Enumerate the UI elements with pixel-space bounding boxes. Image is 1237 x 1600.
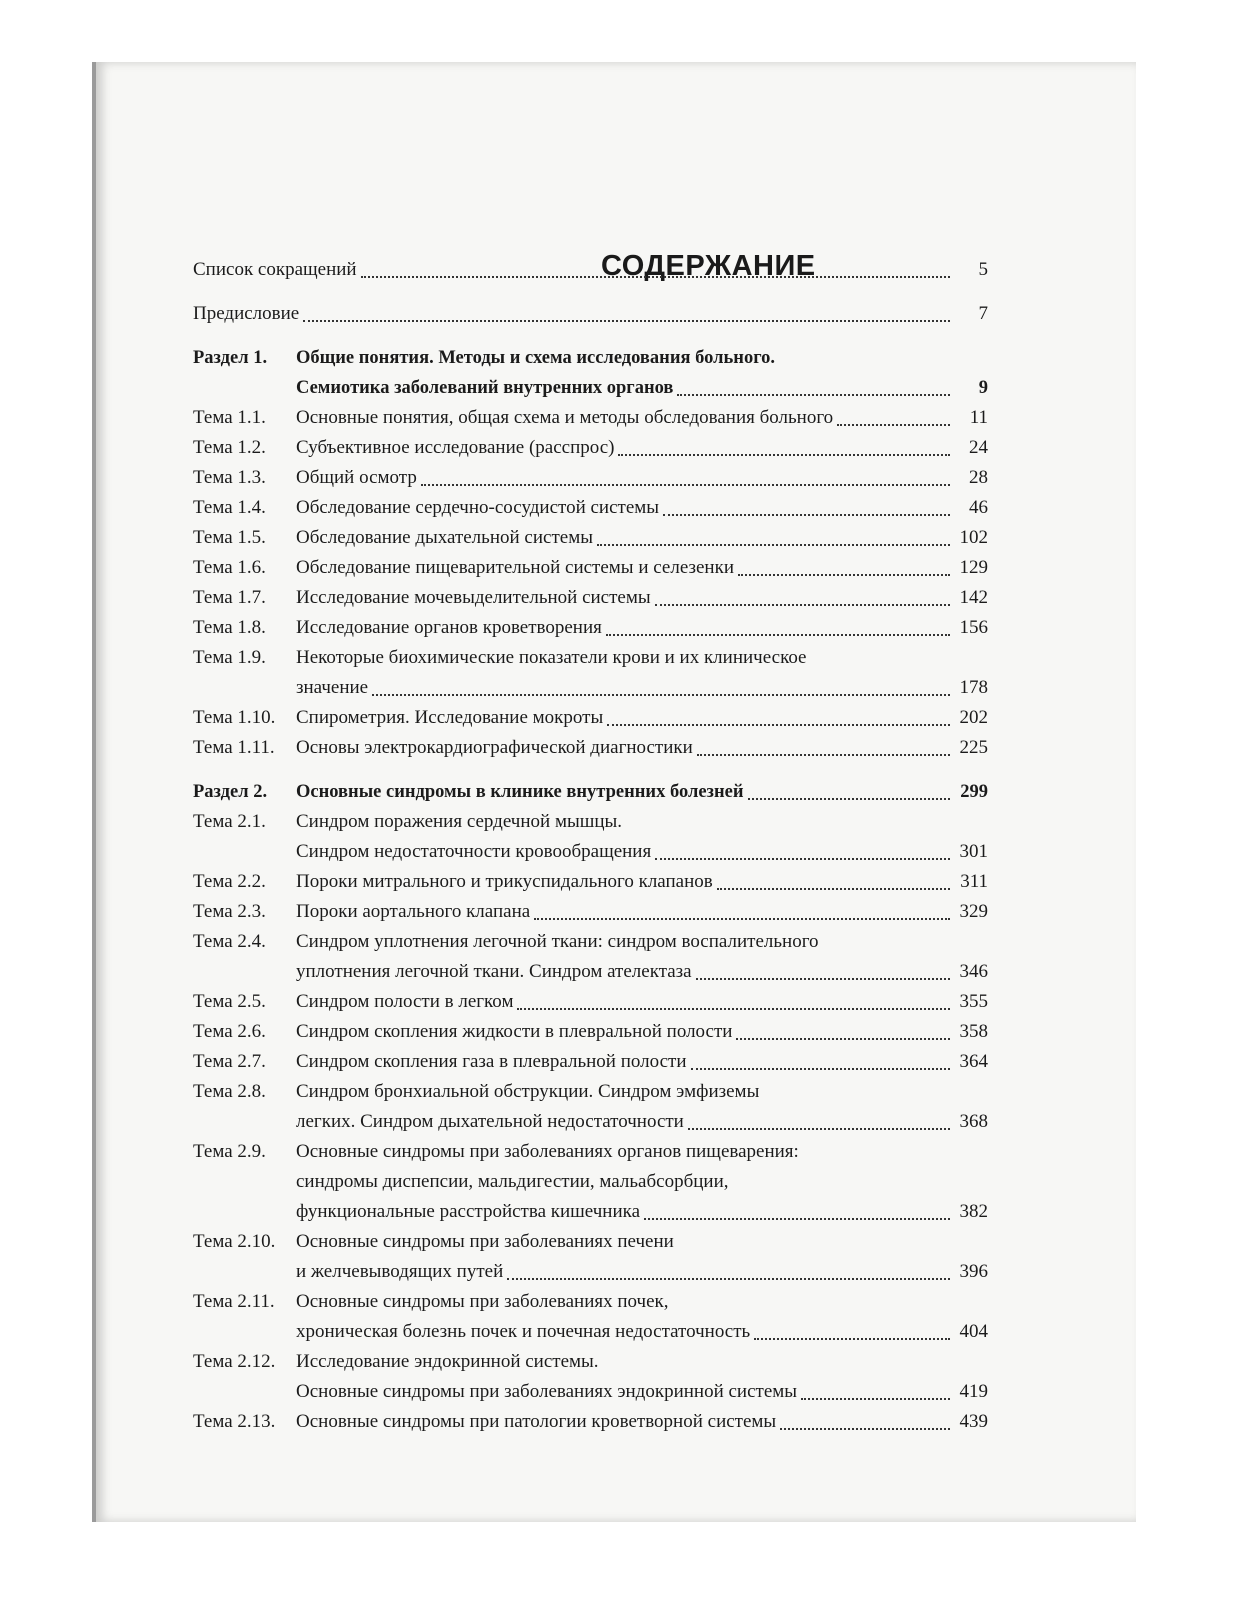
toc-spacer: [193, 285, 988, 299]
toc-entry-body: [296, 1227, 988, 1287]
toc-entry-final-line: [296, 777, 988, 807]
toc-entry-text-line: Основные синдромы при заболеваниях почек,: [296, 1291, 669, 1312]
toc-entry-text-line: Исследование органов кроветворения: [296, 617, 602, 638]
toc-section-entry[interactable]: [193, 777, 988, 807]
toc-entry[interactable]: [193, 523, 988, 553]
dot-leader: [618, 453, 950, 456]
toc-entry-body: [296, 1287, 988, 1347]
toc-entry-final-line: [296, 463, 988, 493]
page-number: 358: [959, 1021, 988, 1042]
toc-entry-text-line: Обследование пищеварительной системы и селезенки: [296, 557, 734, 578]
toc-spacer: [193, 329, 988, 343]
toc-entry-body: [296, 583, 988, 613]
toc-entry-text-line: Исследование мочевыделительной системы: [296, 587, 651, 608]
toc-entry-body: [296, 1017, 988, 1047]
toc-entry-final-line: [296, 583, 988, 613]
toc-entry-text-line: Пороки аортального клапана: [296, 901, 531, 922]
toc-entry-label: Тема 2.6.: [193, 1021, 266, 1042]
dot-leader: [717, 887, 950, 890]
toc-entry-text-line: синдромы диспепсии, мальдигестии, мальабсорбции,: [296, 1171, 729, 1192]
toc-entry-body: [193, 255, 988, 285]
dot-leader: [677, 393, 950, 396]
toc-entry-text-line: Основные синдромы в клинике внутренних болезней: [296, 782, 744, 802]
toc-entry-body: [296, 1407, 988, 1437]
toc-entry-body: [296, 987, 988, 1017]
toc-entry-label: Тема 1.4.: [193, 497, 266, 518]
toc-entry-label: Тема 2.4.: [193, 931, 266, 952]
dot-leader: [801, 1397, 950, 1400]
toc-entry[interactable]: [193, 1287, 988, 1347]
page-number: 11: [969, 407, 988, 428]
toc-entry-body: [296, 733, 988, 763]
dot-leader: [372, 693, 950, 696]
toc-entry-final-line: [296, 1317, 988, 1347]
toc-entry[interactable]: [193, 1137, 988, 1227]
toc-entry-text-line: Общий осмотр: [296, 467, 417, 488]
toc-entry-body: [296, 643, 988, 703]
toc-entry-final-line: [296, 1197, 988, 1227]
toc-entry-final-line: [296, 837, 988, 867]
page-number: 355: [959, 991, 988, 1012]
dot-leader: [597, 543, 950, 546]
dot-leader: [738, 573, 950, 576]
dot-leader: [517, 1007, 950, 1010]
page-number: 301: [959, 841, 988, 862]
toc-entry-final-line: [296, 1257, 988, 1287]
toc-entry[interactable]: [193, 613, 988, 643]
toc-entry-final-line: [296, 867, 988, 897]
page-number: 9: [978, 378, 988, 398]
toc-entry[interactable]: [193, 733, 988, 763]
toc-entry-text-line: Основные синдромы при заболеваниях печени: [296, 1231, 674, 1252]
toc-entry-body: [296, 1137, 988, 1227]
page-number: 46: [969, 497, 988, 518]
page-number: 7: [978, 303, 988, 324]
toc-entry[interactable]: [193, 1017, 988, 1047]
toc-entry-label: Тема 2.2.: [193, 871, 266, 892]
toc-entry-label: Тема 2.3.: [193, 901, 266, 922]
toc-entry-label: Раздел 1.: [193, 348, 268, 368]
toc-entry-final-line: [296, 1377, 988, 1407]
toc-entry[interactable]: [193, 493, 988, 523]
toc-entry-text-line: хроническая болезнь почек и почечная недостаточность: [296, 1321, 751, 1342]
dot-leader: [663, 513, 950, 516]
toc-entry-final-line: [193, 255, 988, 285]
toc-entry-body: [296, 523, 988, 553]
toc-entry[interactable]: [193, 463, 988, 493]
toc-entry[interactable]: [193, 987, 988, 1017]
dot-leader: [837, 423, 950, 426]
toc-entry-final-line: [296, 1047, 988, 1077]
dot-leader: [606, 633, 950, 636]
page-number: 129: [959, 557, 988, 578]
dot-leader: [697, 753, 950, 756]
toc-entry-label: Тема 1.5.: [193, 527, 266, 548]
toc-entry-text-line: Синдром скопления жидкости в плевральной полости: [296, 1021, 733, 1042]
dot-leader: [421, 483, 950, 486]
toc-entry-label: Тема 1.8.: [193, 617, 266, 638]
toc-entry-label: Тема 2.1.: [193, 811, 266, 832]
dot-leader: [655, 603, 950, 606]
toc-entry[interactable]: [193, 1077, 988, 1137]
page-number: 439: [959, 1411, 988, 1432]
page-number: 5: [978, 259, 988, 280]
toc-entry-final-line: [296, 1017, 988, 1047]
toc-entry-label: Тема 2.13.: [193, 1411, 276, 1432]
page-number: 346: [959, 961, 988, 982]
toc-entry[interactable]: [193, 583, 988, 613]
dot-leader: [754, 1337, 950, 1340]
toc-entry[interactable]: [193, 643, 988, 703]
toc-entry-body: [296, 343, 988, 403]
toc-entry-body: [296, 463, 988, 493]
toc-entry-text-line: функциональные расстройства кишечника: [296, 1201, 641, 1222]
toc-entry[interactable]: [193, 927, 988, 987]
toc-entry-text-line: Основные синдромы при заболеваниях эндокринной системы: [296, 1381, 798, 1402]
toc-entry-text-line: Синдром уплотнения легочной ткани: синдром воспалительного: [296, 931, 819, 952]
toc-entry[interactable]: [193, 1227, 988, 1287]
page-number: 156: [959, 617, 988, 638]
toc-entry-body: [296, 1077, 988, 1137]
toc-entry-label: Тема 2.8.: [193, 1081, 266, 1102]
dot-leader: [607, 723, 950, 726]
toc-entry-final-line: [296, 733, 988, 763]
toc-entry-label: Тема 1.10.: [193, 707, 276, 728]
toc-entry-body: [296, 493, 988, 523]
toc-entry-body: [296, 1047, 988, 1077]
toc-entry-text-line: Обследование сердечно-сосудистой системы: [296, 497, 660, 518]
toc-entry-body: [296, 897, 988, 927]
page-number: 404: [959, 1321, 988, 1342]
page-number: 396: [959, 1261, 988, 1282]
dot-leader: [688, 1127, 950, 1130]
toc-entry-label: Тема 2.12.: [193, 1351, 276, 1372]
toc-entry-label: Раздел 2.: [193, 782, 268, 802]
toc-entry[interactable]: [193, 807, 988, 867]
toc-entry[interactable]: [193, 299, 988, 329]
toc-entry-label: Тема 1.6.: [193, 557, 266, 578]
toc-entry-body: [296, 927, 988, 987]
dot-leader: [655, 857, 950, 860]
toc-entry-final-line: [296, 493, 988, 523]
toc-entry-text-line: значение: [296, 677, 369, 698]
toc-entry-body: [296, 403, 988, 433]
toc-entry-final-line: [296, 373, 988, 403]
toc-entry-text-line: Субъективное исследование (расспрос): [296, 437, 615, 458]
toc-entry-final-line: [296, 553, 988, 583]
toc-entry[interactable]: [193, 897, 988, 927]
toc-spacer: [193, 763, 988, 777]
page-number: 364: [959, 1051, 988, 1072]
toc-entry-text-line: Некоторые биохимические показатели крови и их клиническое: [296, 647, 807, 668]
toc-entry-final-line: [296, 1107, 988, 1137]
toc-entry-text-line: Список сокращений: [193, 259, 357, 280]
toc-entry-final-line: [296, 1407, 988, 1437]
toc-entry-final-line: [296, 673, 988, 703]
toc-entry-label: Тема 1.11.: [193, 737, 275, 758]
page-number: 102: [959, 527, 988, 548]
toc-entry-body: [296, 777, 988, 807]
page-number: 142: [959, 587, 988, 608]
toc-entry-text-line: Синдром скопления газа в плевральной полости: [296, 1051, 687, 1072]
toc-entry-text-line: Спирометрия. Исследование мокроты: [296, 707, 604, 728]
toc-entry-body: [296, 1347, 988, 1407]
toc-entry-label: Тема 1.2.: [193, 437, 266, 458]
toc-entry-final-line: [296, 703, 988, 733]
toc-entry-body: [296, 613, 988, 643]
toc-entry-final-line: [296, 523, 988, 553]
toc-entry-label: Тема 2.5.: [193, 991, 266, 1012]
dot-leader: [736, 1037, 950, 1040]
toc-entry-final-line: [296, 613, 988, 643]
toc-entry-label: Тема 2.9.: [193, 1141, 266, 1162]
toc-entry-text-line: и желчевыводящих путей: [296, 1261, 504, 1282]
toc-entry-body: [296, 433, 988, 463]
page-number: 299: [960, 782, 988, 802]
toc-entry-label: Тема 1.7.: [193, 587, 266, 608]
toc-entry-body: [296, 703, 988, 733]
toc-entry-final-line: [296, 987, 988, 1017]
toc-entry-label: Тема 2.7.: [193, 1051, 266, 1072]
toc-entry-label: Тема 1.3.: [193, 467, 266, 488]
page-number: 28: [969, 467, 988, 488]
toc-entry[interactable]: [193, 703, 988, 733]
page-number: 225: [959, 737, 988, 758]
toc-entry-body: [193, 299, 988, 329]
toc-entry[interactable]: [193, 433, 988, 463]
dot-leader: [691, 1067, 951, 1070]
toc-entry-text-line: уплотнения легочной ткани. Синдром ателектаза: [296, 961, 692, 982]
dot-leader: [748, 797, 950, 800]
toc-section-entry[interactable]: [193, 343, 988, 403]
page-number: 368: [959, 1111, 988, 1132]
toc-entry[interactable]: [193, 403, 988, 433]
page-number: 329: [959, 901, 988, 922]
page-number: 202: [959, 707, 988, 728]
page-number: 24: [969, 437, 988, 458]
toc-entry-text-line: Основы электрокардиографической диагностики: [296, 737, 693, 758]
dot-leader: [780, 1427, 950, 1430]
toc-entry-label: Тема 1.1.: [193, 407, 266, 428]
toc-entry-final-line: [296, 403, 988, 433]
toc-entry-body: [296, 807, 988, 867]
dot-leader: [644, 1217, 950, 1220]
dot-leader: [534, 917, 950, 920]
toc-entry-text-line: Синдром недостаточности кровообращения: [296, 841, 652, 862]
toc-entry-text-line: Семиотика заболеваний внутренних органов: [296, 378, 674, 398]
dot-leader: [303, 319, 950, 322]
toc-entry-text-line: Синдром поражения сердечной мышцы.: [296, 811, 623, 832]
page-title: СОДЕРЖАНИЕ: [601, 250, 816, 282]
toc-entry[interactable]: [193, 553, 988, 583]
toc-entry[interactable]: [193, 255, 988, 285]
dot-leader: [361, 275, 950, 278]
toc-entry-label: Тема 2.10.: [193, 1231, 276, 1252]
toc-entry-label: Тема 2.11.: [193, 1291, 275, 1312]
toc-entry-text-line: Пороки митрального и трикуспидального клапанов: [296, 871, 713, 892]
toc-entry-text-line: Обследование дыхательной системы: [296, 527, 593, 548]
toc-entry-text-line: Основные понятия, общая схема и методы обследования больного: [296, 407, 834, 428]
toc-entry-text-line: Синдром полости в легком: [296, 991, 514, 1012]
toc-entry-final-line: [193, 299, 988, 329]
toc-entry[interactable]: [193, 1047, 988, 1077]
page-number: 178: [959, 677, 988, 698]
page-number: 382: [959, 1201, 988, 1222]
dot-leader: [696, 977, 950, 980]
toc-entry-label: Тема 1.9.: [193, 647, 266, 668]
toc-entry[interactable]: [193, 867, 988, 897]
toc-entry-final-line: [296, 957, 988, 987]
toc-entry[interactable]: [193, 1407, 988, 1437]
toc-entry-text-line: легких. Синдром дыхательной недостаточности: [296, 1111, 684, 1132]
toc-entry-body: [296, 867, 988, 897]
toc-entry-text-line: Исследование эндокринной системы.: [296, 1351, 599, 1372]
toc-entry-text-line: Основные синдромы при заболеваниях органов пищеварения:: [296, 1141, 799, 1162]
page-number: 311: [960, 871, 988, 892]
toc-entry-text-line: Синдром бронхиальной обструкции. Синдром эмфиземы: [296, 1081, 760, 1102]
toc-entry-text-line: Предисловие: [193, 303, 300, 324]
toc-entry-body: [296, 553, 988, 583]
toc-entry-final-line: [296, 433, 988, 463]
toc-entry-text-line: Основные синдромы при патологии кроветворной системы: [296, 1411, 777, 1432]
page-number: 419: [959, 1381, 988, 1402]
table-of-contents: [193, 255, 988, 1437]
toc-entry-text-line: Общие понятия. Методы и схема исследования больного.: [296, 348, 776, 368]
dot-leader: [507, 1277, 950, 1280]
toc-entry[interactable]: [193, 1347, 988, 1407]
toc-entry-final-line: [296, 897, 988, 927]
